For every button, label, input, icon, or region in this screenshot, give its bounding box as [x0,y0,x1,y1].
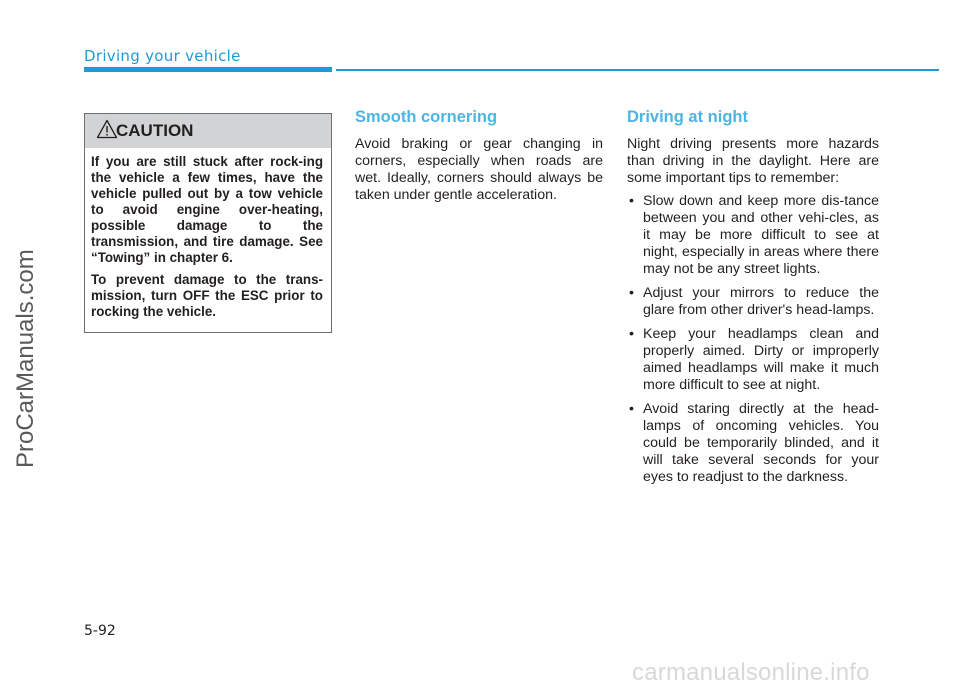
smooth-cornering-section [355,108,603,204]
night-tips-list [627,193,879,486]
caution-box [84,113,332,333]
header-rule-thick [84,67,332,72]
tip-text: Slow down and keep more dis-tance between you and other vehi-cles, as it may be more difficult to see at night, especially in areas where there may not be any street lights. [643,193,879,277]
smooth-cornering-text: Avoid braking or gear changing in corners, especially when roads are wet. Ideally, corners should always be taken under gentle acceleration. [355,136,603,203]
driving-at-night-section [627,108,879,493]
bullet-icon: • [629,193,634,209]
warning-triangle-icon [96,119,118,139]
caution-paragraph: If you are still stuck after rock-ing the vehicle a few times, have the vehicle pulled out by a tow vehicle to avoid engine over-heating, possible damage to the transmission, and tire damage. See “Towing” in chapter 6. [91,154,323,265]
driving-at-night-heading: Driving at night [627,108,748,126]
list-item [627,401,879,486]
driving-at-night-intro: Night driving presents more hazards than driving in the daylight. Here are some important tips to remember: [627,136,879,186]
tip-text: Adjust your mirrors to reduce the glare from other driver's head-lamps. [643,285,879,318]
side-watermark: ProCarManuals.com [12,249,39,468]
bullet-icon: • [629,401,634,417]
list-item [627,193,879,278]
page-number: 5-92 [84,623,116,639]
bullet-icon: • [629,326,634,342]
section-title: Driving your vehicle [84,47,241,65]
caution-header [85,114,331,148]
list-item [627,326,879,394]
list-item [627,285,879,319]
caution-body [85,148,331,320]
tip-text: Avoid staring directly at the head-lamps of oncoming vehicles. You could be temporarily blinded, and it will take several seconds for your eyes to readjust to the darkness. [643,401,879,485]
footer-site-watermark: carmanualsonline.info [632,659,870,686]
caution-title: CAUTION [116,121,194,140]
caution-paragraph: To prevent damage to the trans-mission, turn OFF the ESC prior to rocking the vehicle. [91,272,323,319]
tip-text: Keep your headlamps clean and properly aimed. Dirty or improperly aimed headlamps will make it much more difficult to see at night. [643,326,879,393]
bullet-icon: • [629,285,634,301]
header-rule-thin [336,69,939,71]
smooth-cornering-heading: Smooth cornering [355,108,498,126]
